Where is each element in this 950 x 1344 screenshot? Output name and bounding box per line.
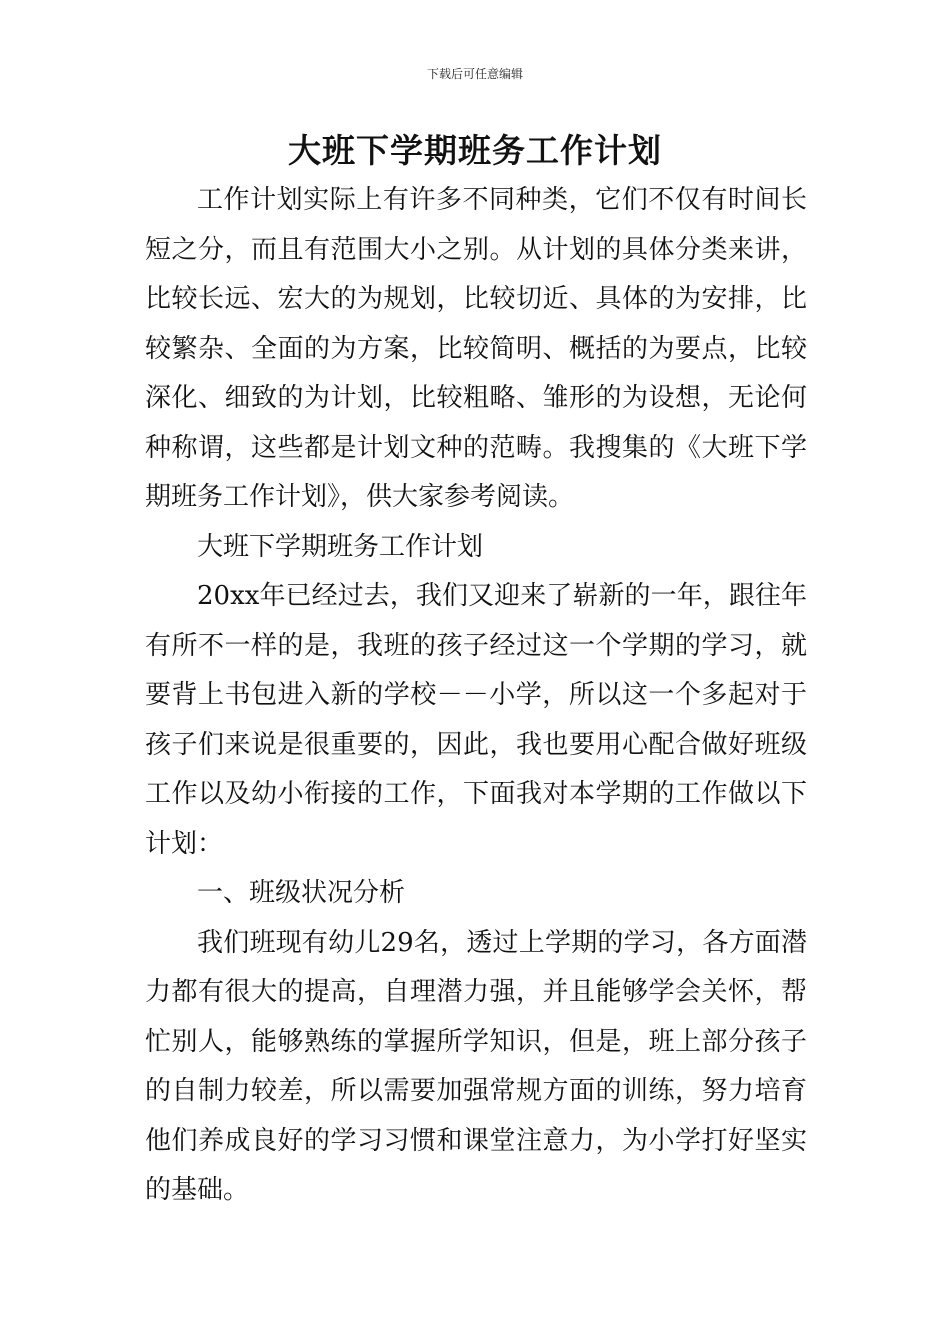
plan-subtitle: 大班下学期班务工作计划	[197, 531, 484, 562]
class-analysis-paragraph: 我们班现有幼儿29名，透过上学期的学习，各方面潜力都有很大的提高，自理潜力强，并且能够学会关怀，帮忙别人，能够熟练的掌握所学知识，但是，班上部分孩子的自制力较差，所以需要加强常规方面的训练，努力培育他们养成良好的学习习惯和课堂注意力，为小学打好坚实的基础。	[145, 927, 807, 1205]
header-note: 下载后可任意编辑	[426, 67, 523, 81]
opening-paragraph: 20xx年已经过去，我们又迎来了崭新的一年，跟往年有所不一样的是，我班的孩子经过这一个学期的学习，就要背上书包进入新的学校－－小学，所以这一个多起对于孩子们来说是很重要的，因此，我也要用心配合做好班级工作以及幼小衔接的工作，下面我对本学期的工作做以下计划：	[145, 581, 807, 859]
document-title: 大班下学期班务工作计划	[288, 131, 662, 170]
intro-paragraph: 工作计划实际上有许多不同种类，它们不仅有时间长短之分，而且有范围大小之别。从计划的具体分类来讲，比较长远、宏大的为规划，比较切近、具体的为安排，比较繁杂、全面的为方案，比较简明、概括的为要点，比较深化、细致的为计划，比较粗略、雏形的为设想，无论何种称谓，这些都是计划文种的范畴。我搜集的《大班下学期班务工作计划》，供大家参考阅读。	[145, 185, 807, 512]
section-heading-class-analysis: 一、班级状况分析	[197, 878, 406, 908]
document-body	[145, 176, 807, 1216]
